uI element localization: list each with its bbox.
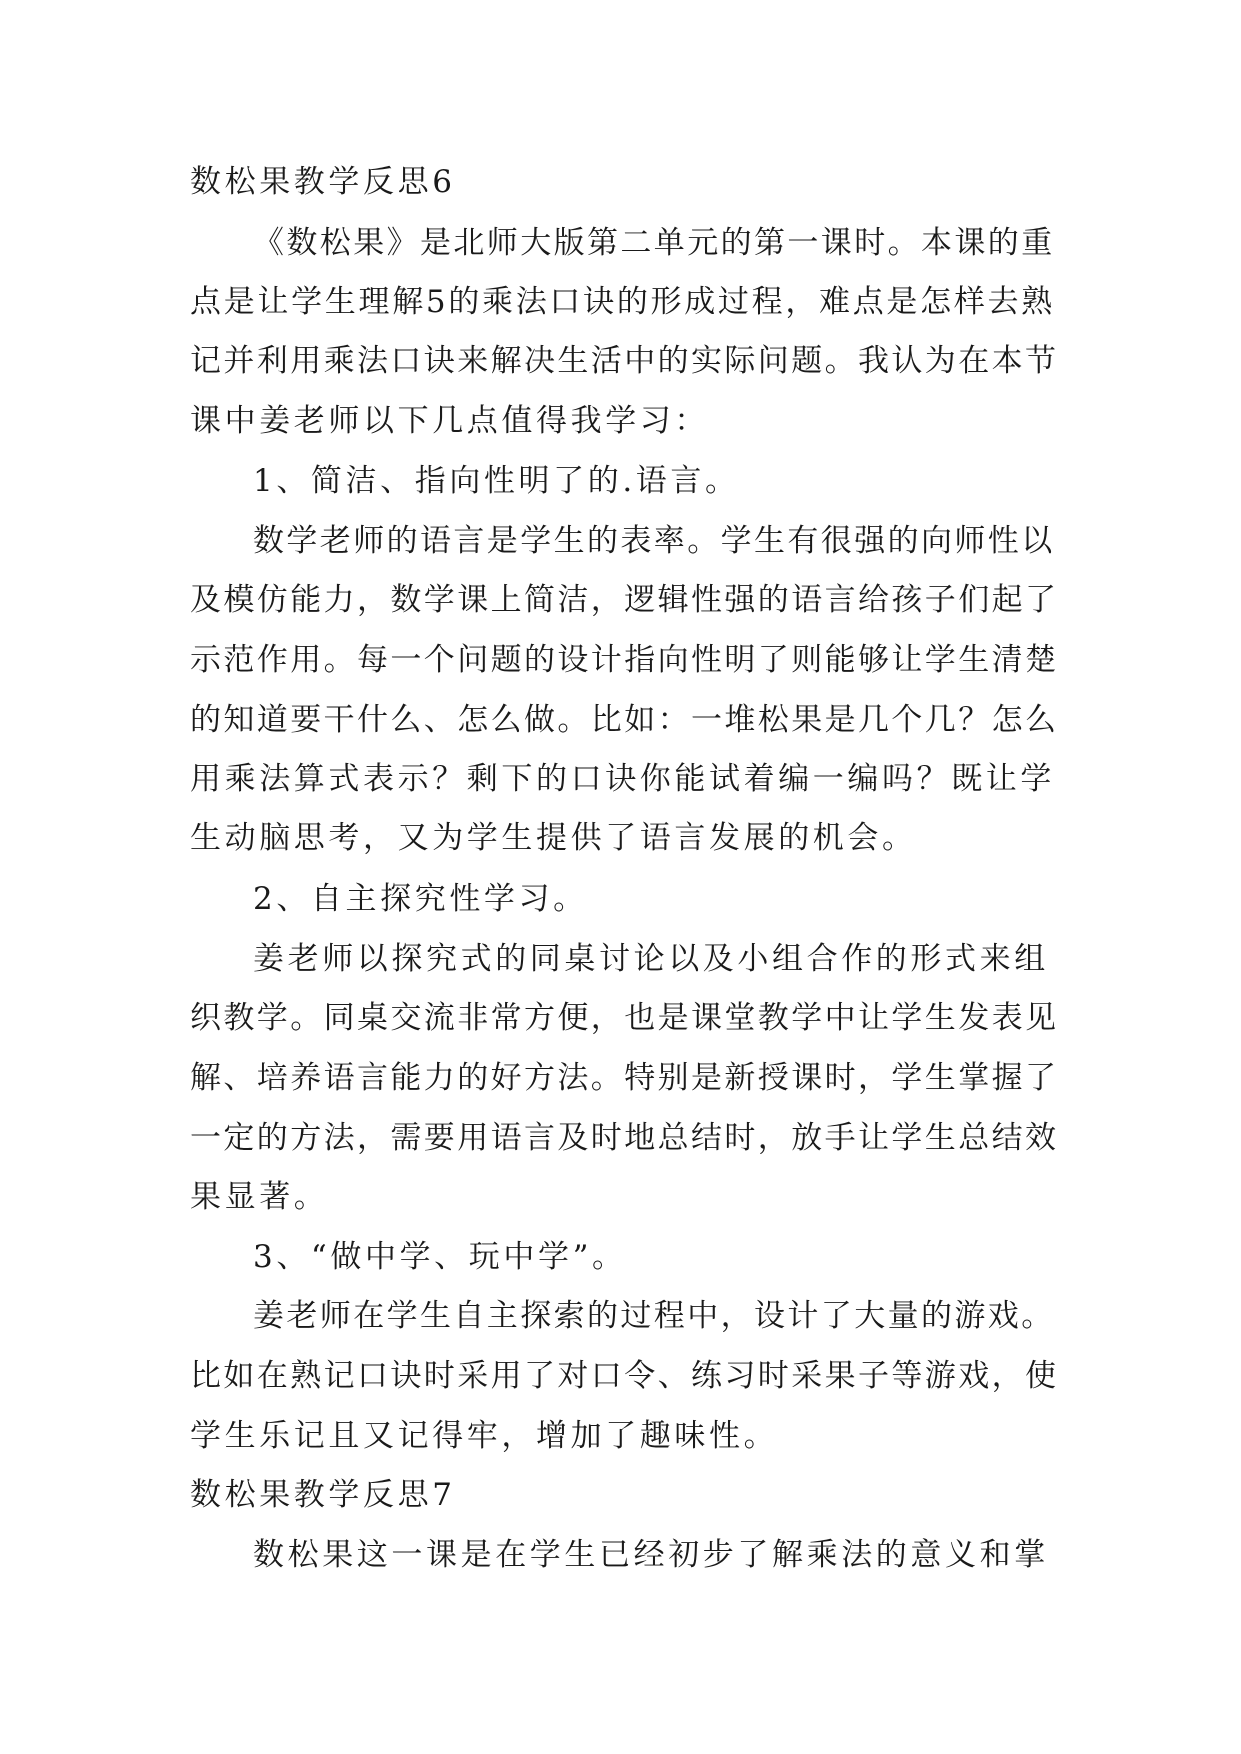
paragraph-line: 的知道要干什么、怎么做。比如：一堆松果是几个几？怎么 — [190, 702, 1059, 738]
paragraph-line: 课中姜老师以下几点值得我学习： — [190, 403, 709, 439]
section-heading: 数松果教学反思7 — [190, 1477, 456, 1513]
paragraph-line: 及模仿能力，数学课上简洁，逻辑性强的语言给孩子们起了 — [190, 582, 1059, 618]
paragraph-line: 姜老师在学生自主探索的过程中，设计了大量的游戏。 — [253, 1298, 1055, 1334]
list-item-heading: 3、“做中学、玩中学”。 — [253, 1239, 627, 1275]
section-heading: 数松果教学反思6 — [190, 164, 456, 200]
paragraph-line: 点是让学生理解5的乘法口诀的形成过程，难点是怎样去熟 — [190, 284, 1055, 320]
paragraph-line: 《数松果》是北师大版第二单元的第一课时。本课的重 — [253, 225, 1055, 261]
paragraph-line: 数松果这一课是在学生已经初步了解乘法的意义和掌 — [253, 1537, 1049, 1573]
paragraph-line: 一定的方法，需要用语言及时地总结时，放手让学生总结效 — [190, 1120, 1059, 1156]
paragraph-line: 解、培养语言能力的好方法。特别是新授课时，学生掌握了 — [190, 1060, 1059, 1096]
paragraph-line: 生动脑思考，又为学生提供了语言发展的机会。 — [190, 820, 917, 856]
paragraph-line: 织教学。同桌交流非常方便，也是课堂教学中让学生发表见 — [190, 1000, 1059, 1036]
paragraph-line: 学生乐记且又记得牢，增加了趣味性。 — [190, 1418, 779, 1454]
paragraph-line: 比如在熟记口诀时采用了对口令、练习时采果子等游戏，使 — [190, 1358, 1059, 1394]
paragraph-line: 姜老师以探究式的同桌讨论以及小组合作的形式来组 — [253, 941, 1049, 977]
list-item-heading: 1、简洁、指向性明了的.语言。 — [253, 463, 740, 499]
list-item-heading: 2、自主探究性学习。 — [253, 881, 588, 917]
paragraph-line: 用乘法算式表示？剩下的口诀你能试着编一编吗？既让学 — [190, 761, 1055, 797]
paragraph-line: 数学老师的语言是学生的表率。学生有很强的向师性以 — [253, 523, 1055, 559]
paragraph-line: 示范作用。每一个问题的设计指向性明了则能够让学生清楚 — [190, 642, 1059, 678]
paragraph-line: 记并利用乘法口诀来解决生活中的实际问题。我认为在本节 — [190, 343, 1059, 379]
paragraph-line: 果显著。 — [190, 1179, 329, 1215]
